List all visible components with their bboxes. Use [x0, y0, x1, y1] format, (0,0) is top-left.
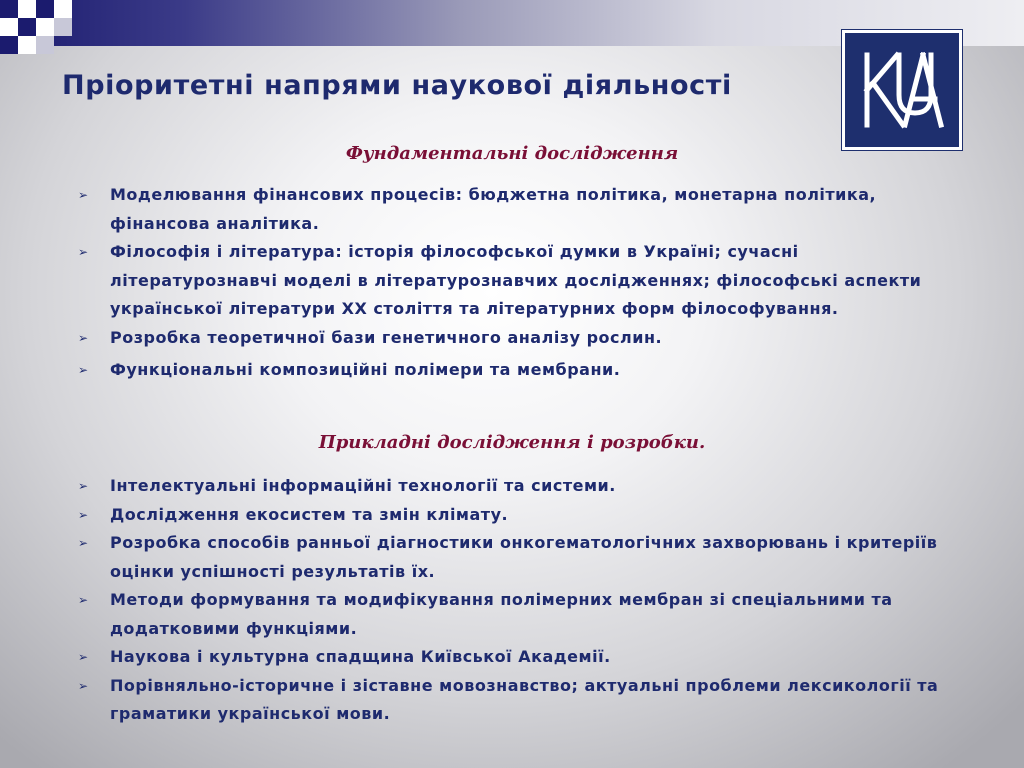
slide-title: Пріоритетні напрями наукової діяльності: [62, 70, 732, 101]
arrow-bullet-icon: ➢: [78, 593, 89, 607]
applied-research-heading: Прикладні дослідження і розробки.: [318, 432, 706, 453]
fundamental-research-heading: Фундаментальні дослідження: [345, 143, 679, 164]
arrow-bullet-icon: ➢: [78, 188, 89, 202]
fundamental-research-list: [78, 181, 958, 385]
arrow-bullet-icon: ➢: [78, 479, 89, 493]
arrow-bullet-icon: ➢: [78, 536, 89, 550]
list-item: ➢ Наукова і культурна спадщина Київської Академії.: [78, 643, 958, 672]
arrow-bullet-icon: ➢: [78, 507, 89, 522]
arrow-bullet-icon: ➢: [78, 363, 89, 377]
list-item: ➢ Функціональні композиційні полімери та мембрани.: [78, 356, 958, 385]
arrow-bullet-icon: ➢: [78, 650, 89, 664]
arrow-bullet-icon: ➢: [78, 330, 89, 345]
list-item: ➢ Дослідження екосистем та змін клімату.: [78, 501, 958, 530]
applied-research-list: [78, 472, 958, 729]
list-item: ➢ Інтелектуальні інформаційні технології та системи.: [78, 472, 958, 501]
list-item: ➢ Розробка теоретичної бази генетичного аналізу рослин.: [78, 324, 958, 353]
list-item: ➢ Розробка способів ранньої діагностики онкогематологічних захворювань і критеріїв оцінки успішності результатів їх.: [78, 529, 958, 586]
arrow-bullet-icon: ➢: [78, 678, 89, 693]
list-item: ➢ Порівняльно-історичне і зіставне мовознавство; актуальні проблеми лексикології та граматики української мови.: [78, 672, 958, 729]
list-item: ➢ Філософія і література: історія філософської думки в Україні; сучасні літературознавчі моделі в літературознавчих дослідженнях; філософські аспекти української літератури XX століття та літературних форм філософування.: [78, 238, 958, 324]
list-item: ➢ Моделювання фінансових процесів: бюджетна політика, монетарна політика, фінансова аналітика.: [78, 181, 958, 238]
kma-logo-icon: [842, 30, 962, 150]
list-item: ➢ Методи формування та модифікування полімерних мембран зі спеціальними та додатковими функціями.: [78, 586, 958, 643]
arrow-bullet-icon: ➢: [78, 245, 89, 259]
